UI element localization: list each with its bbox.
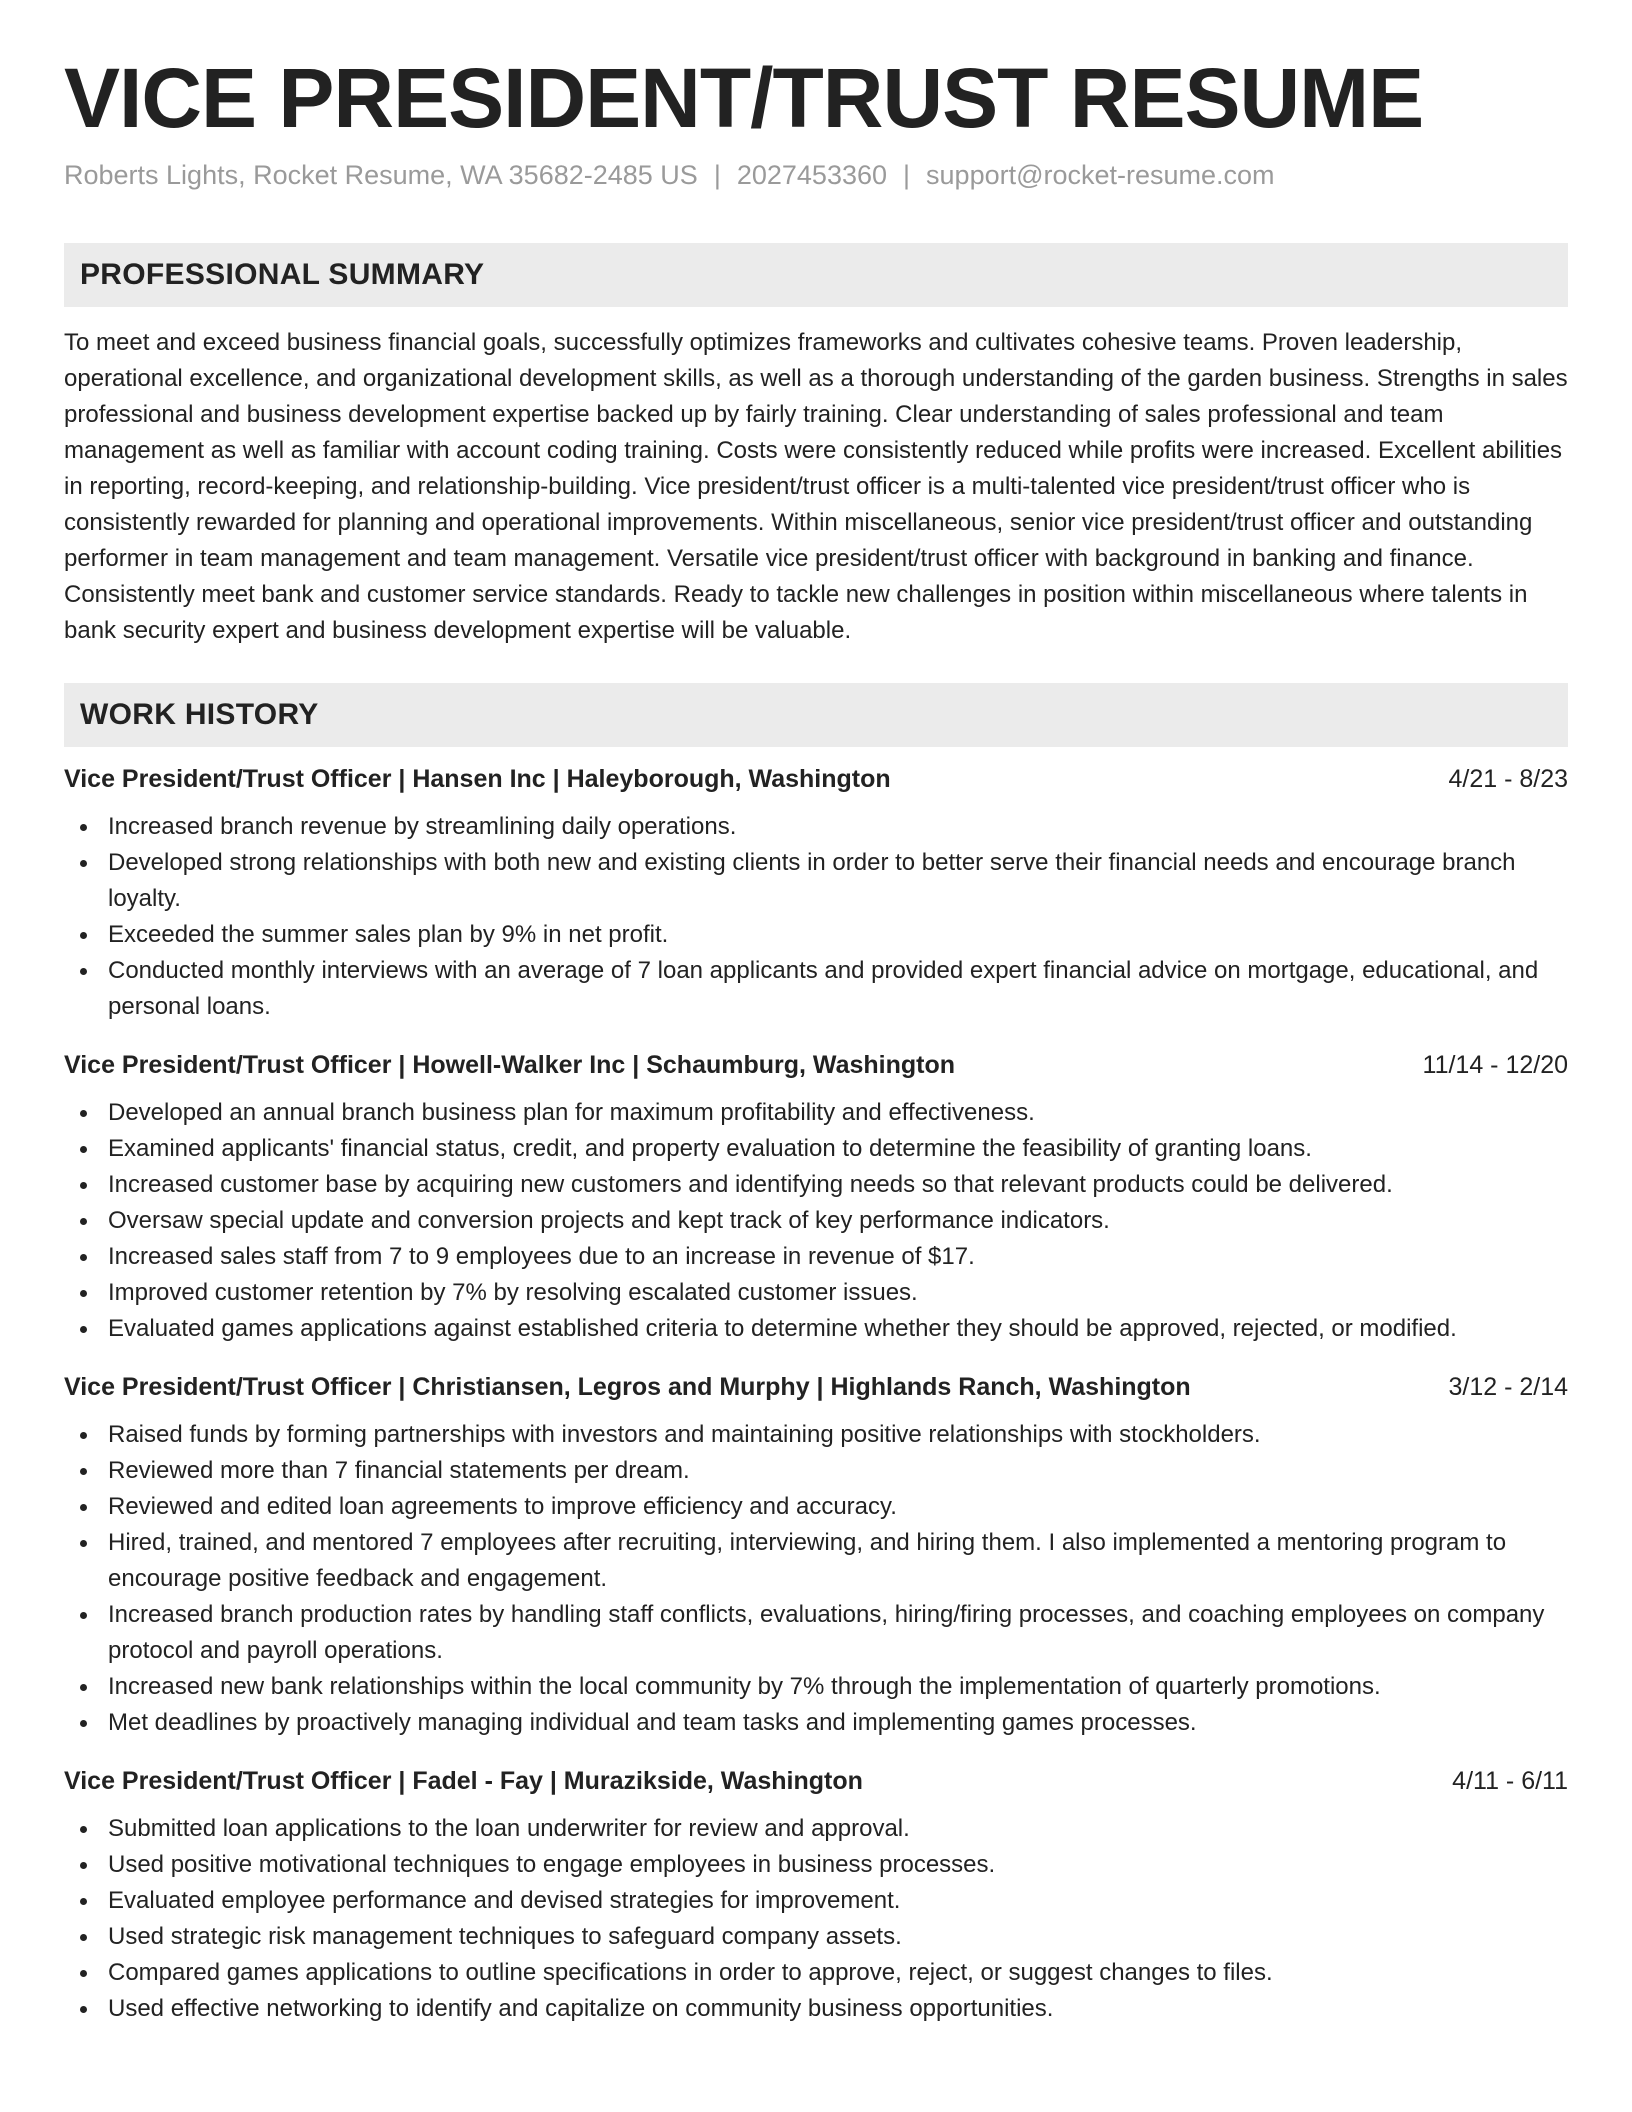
job-bullet: Increased branch production rates by handling staff conflicts, evaluations, hiring/firing processes, and coaching employees on company protocol and payroll operations.: [64, 1597, 1568, 1669]
contact-separator: |: [713, 160, 721, 191]
job-bullet: Exceeded the summer sales plan by 9% in net profit.: [64, 917, 1568, 953]
summary-heading: PROFESSIONAL SUMMARY: [64, 243, 1568, 307]
job-bullet: Increased customer base by acquiring new customers and identifying needs so that relevant products could be delivered.: [64, 1167, 1568, 1203]
job-bullet-list: [64, 809, 1568, 1025]
job-bullet: Used effective networking to identify and capitalize on community business opportunities.: [64, 1991, 1568, 2027]
job-bullet: Developed an annual branch business plan for maximum profitability and effectiveness.: [64, 1095, 1568, 1131]
work-history-list: [64, 761, 1568, 2027]
contact-phone: 2027453360: [736, 160, 888, 191]
job-bullet: Evaluated employee performance and devised strategies for improvement.: [64, 1883, 1568, 1919]
job-entry: [64, 1047, 1568, 1347]
job-bullet-list: [64, 1095, 1568, 1347]
job-bullet: Met deadlines by proactively managing individual and team tasks and implementing games processes.: [64, 1705, 1568, 1741]
job-bullet: Compared games applications to outline specifications in order to approve, reject, or suggest changes to files.: [64, 1955, 1568, 1991]
job-header: [64, 1047, 1568, 1083]
job-bullet: Reviewed and edited loan agreements to improve efficiency and accuracy.: [64, 1489, 1568, 1525]
job-entry: [64, 1763, 1568, 2027]
job-bullet: Used strategic risk management techniques to safeguard company assets.: [64, 1919, 1568, 1955]
job-bullet-list: [64, 1811, 1568, 2027]
job-bullet: Increased new bank relationships within the local community by 7% through the implementation of quarterly promotions.: [64, 1669, 1568, 1705]
job-bullet: Increased branch revenue by streamlining daily operations.: [64, 809, 1568, 845]
job-bullet: Conducted monthly interviews with an average of 7 loan applicants and provided expert financial advice on mortgage, educational, and personal loans.: [64, 953, 1568, 1025]
job-header: [64, 1369, 1568, 1405]
job-bullet: Hired, trained, and mentored 7 employees after recruiting, interviewing, and hiring them. I also implemented a mentoring program to encourage positive feedback and engagement.: [64, 1525, 1568, 1597]
job-header: [64, 761, 1568, 797]
contact-address: Roberts Lights, Rocket Resume, WA 35682-2485 US: [64, 160, 698, 191]
job-dates: 11/14 - 12/20: [1422, 1051, 1568, 1080]
job-title: Vice President/Trust Officer | Fadel - Fay | Murazikside, Washington: [64, 1767, 863, 1796]
job-bullet: Raised funds by forming partnerships with investors and maintaining positive relationships with stockholders.: [64, 1417, 1568, 1453]
job-bullet: Examined applicants' financial status, credit, and property evaluation to determine the feasibility of granting loans.: [64, 1131, 1568, 1167]
job-title: Vice President/Trust Officer | Hansen Inc | Haleyborough, Washington: [64, 765, 891, 794]
job-bullet: Reviewed more than 7 financial statements per dream.: [64, 1453, 1568, 1489]
job-dates: 4/21 - 8/23: [1448, 765, 1568, 794]
job-bullet: Evaluated games applications against established criteria to determine whether they should be approved, rejected, or modified.: [64, 1311, 1568, 1347]
job-bullet: Submitted loan applications to the loan underwriter for review and approval.: [64, 1811, 1568, 1847]
job-dates: 3/12 - 2/14: [1448, 1373, 1568, 1402]
summary-text: To meet and exceed business financial goals, successfully optimizes frameworks and cultivates cohesive teams. Proven leadership, operational excellence, and organizational development skills, as well as a thorough understanding of the garden business. Strengths in sales professional and business development expertise backed up by fairly training. Clear understanding of sales professional and team management as well as familiar with account coding training. Costs were consistently reduced while profits were increased. Excellent abilities in reporting, record-keeping, and relationship-building. Vice president/trust officer is a multi-talented vice president/trust officer who is consistently rewarded for planning and operational improvements. Within miscellaneous, senior vice president/trust officer and outstanding performer in team management and team management. Versatile vice president/trust officer with background in banking and finance. Consistently meet bank and customer service standards. Ready to tackle new challenges in position within miscellaneous where talents in bank security expert and business development expertise will be valuable.: [64, 329, 1568, 645]
job-bullet: Used positive motivational techniques to engage employees in business processes.: [64, 1847, 1568, 1883]
contact-separator: |: [903, 160, 911, 191]
job-title: Vice President/Trust Officer | Christiansen, Legros and Murphy | Highlands Ranch, Washington: [64, 1373, 1191, 1402]
resume-title: VICE PRESIDENT/TRUST RESUME: [64, 51, 1424, 145]
contact-email[interactable]: support@rocket-resume.com: [926, 160, 1275, 191]
job-bullet: Increased sales staff from 7 to 9 employees due to an increase in revenue of $17.: [64, 1239, 1568, 1275]
job-header: [64, 1763, 1568, 1799]
job-bullet-list: [64, 1417, 1568, 1741]
job-entry: [64, 1369, 1568, 1741]
work-history-heading: WORK HISTORY: [64, 683, 1568, 747]
job-entry: [64, 761, 1568, 1025]
job-bullet: Oversaw special update and conversion projects and kept track of key performance indicators.: [64, 1203, 1568, 1239]
job-title: Vice President/Trust Officer | Howell-Walker Inc | Schaumburg, Washington: [64, 1051, 956, 1080]
job-dates: 4/11 - 6/11: [1452, 1767, 1568, 1796]
job-bullet: Improved customer retention by 7% by resolving escalated customer issues.: [64, 1275, 1568, 1311]
contact-line: [64, 158, 1568, 193]
job-bullet: Developed strong relationships with both new and existing clients in order to better serve their financial needs and encourage branch loyalty.: [64, 845, 1568, 917]
